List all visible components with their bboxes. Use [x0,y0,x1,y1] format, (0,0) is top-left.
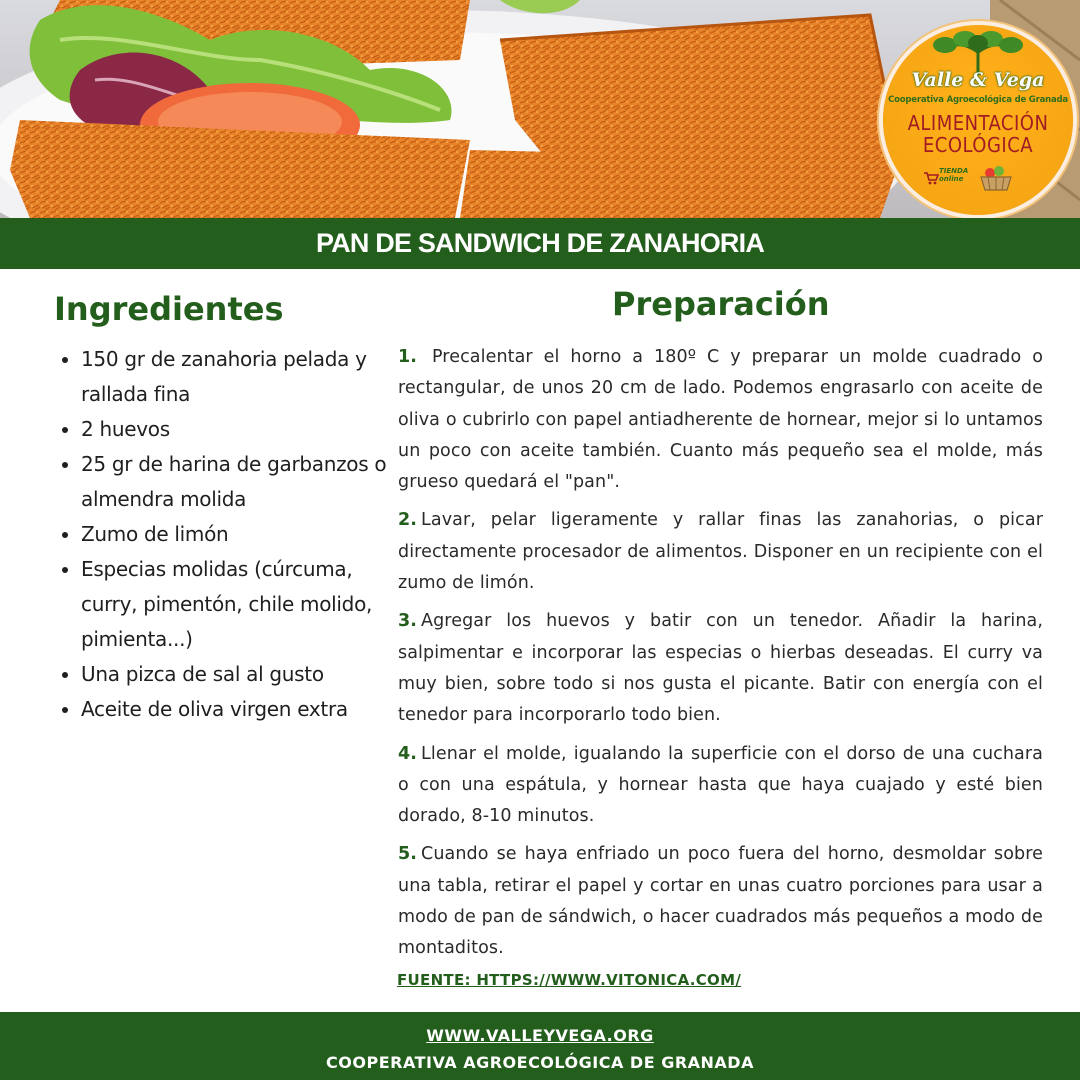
footer-website-link[interactable]: WWW.VALLEYVEGA.ORG [426,1026,654,1045]
ingredient-item: • Una pizca de sal al gusto [81,657,411,692]
preparation-heading: Preparación [612,285,830,323]
preparation-step [398,342,1043,498]
source-link[interactable]: FUENTE: HTTPS://WWW.VITONICA.COM/ [397,971,742,989]
footer [0,1012,1080,1080]
step-text: Cuando se haya enfriado un poco fuera del horno, desmoldar sobre una tabla, retirar el papel y cortar en unas cuatro porciones para usar a modo de pan de sándwich, o hacer cuadrados más pequeños a modo de montaditos. [398,844,1043,959]
step-number: 3. [398,611,418,632]
step-number: 1. [398,347,418,367]
ingredients-list [56,342,411,727]
logo-shop-line1: TIENDA [939,167,969,175]
logo-brand: Valle & Vega [911,69,1045,91]
ingredient-item: • 150 gr de zanahoria pelada y rallada fina [81,342,411,412]
hero-photo [0,0,1080,218]
recipe-title: PAN DE SANDWICH DE ZANAHORIA [315,228,765,258]
ingredient-item: • 2 huevos [81,412,411,447]
step-number: 5. [398,844,418,865]
step-number: 4. [398,743,418,764]
logo-ecologica: ECOLÓGICA [922,133,1034,157]
valle-y-vega-logo [883,25,1073,215]
logo-alimentacion: ALIMENTACIÓN [907,111,1049,135]
ingredient-item: • 25 gr de harina de garbanzos o almendra molida [81,447,411,517]
step-text: Precalentar el horno a 180º C y preparar un molde cuadrado o rectangular, de unos 20 cm de lado. Podemos engrasarlo con aceite de oliva o cubrirlo con papel antiadherente de hornear, mejor si lo untamos un poco con aceite también. Cuanto más pequeño sea el molde, más grueso quedará el "pan". [398,347,1043,493]
preparation-step [398,839,1043,964]
step-text: Llenar el molde, igualando la superficie con el dorso de una cuchara o con una espátula, y hornear hasta que haya cuajado y esté bien dorado, 8-10 minutos. [398,743,1043,827]
preparation-steps [398,342,1043,972]
logo-shop-label [939,167,968,183]
preparation-step [398,606,1043,731]
ingredients-heading: Ingredientes [54,290,284,328]
step-text: Lavar, pelar ligeramente y rallar finas las zanahorias, o picar directamente procesador de alimentos. Disponer en un recipiente con el zumo de limón. [398,510,1043,594]
ingredient-item: • Especias molidas (cúrcuma, curry, pimentón, chile molido, pimienta...) [81,552,411,657]
step-text: Agregar los huevos y batir con un tenedor. Añadir la harina, salpimentar e incorporar las especias o hierbas deseadas. El curry va muy bien, sobre todo si nos gusta el picante. Batir con energía con el tenedor para incorporarlo todo bien. [398,611,1043,726]
logo-shop-line2: online [939,175,964,183]
logo-cooperative: Cooperativa Agroecológica de Granada [888,95,1068,105]
recipe-title-bar [0,218,1080,269]
step-number: 2. [398,510,418,531]
ingredient-item: • Zumo de limón [81,517,411,552]
cart-icon [923,171,939,185]
ingredient-item: • Aceite de oliva virgen extra [81,692,411,727]
preparation-step [398,739,1043,833]
footer-cooperative: COOPERATIVA AGROECOLÓGICA DE GRANADA [326,1053,754,1072]
preparation-step [398,505,1043,599]
basket-icon [979,165,1013,191]
